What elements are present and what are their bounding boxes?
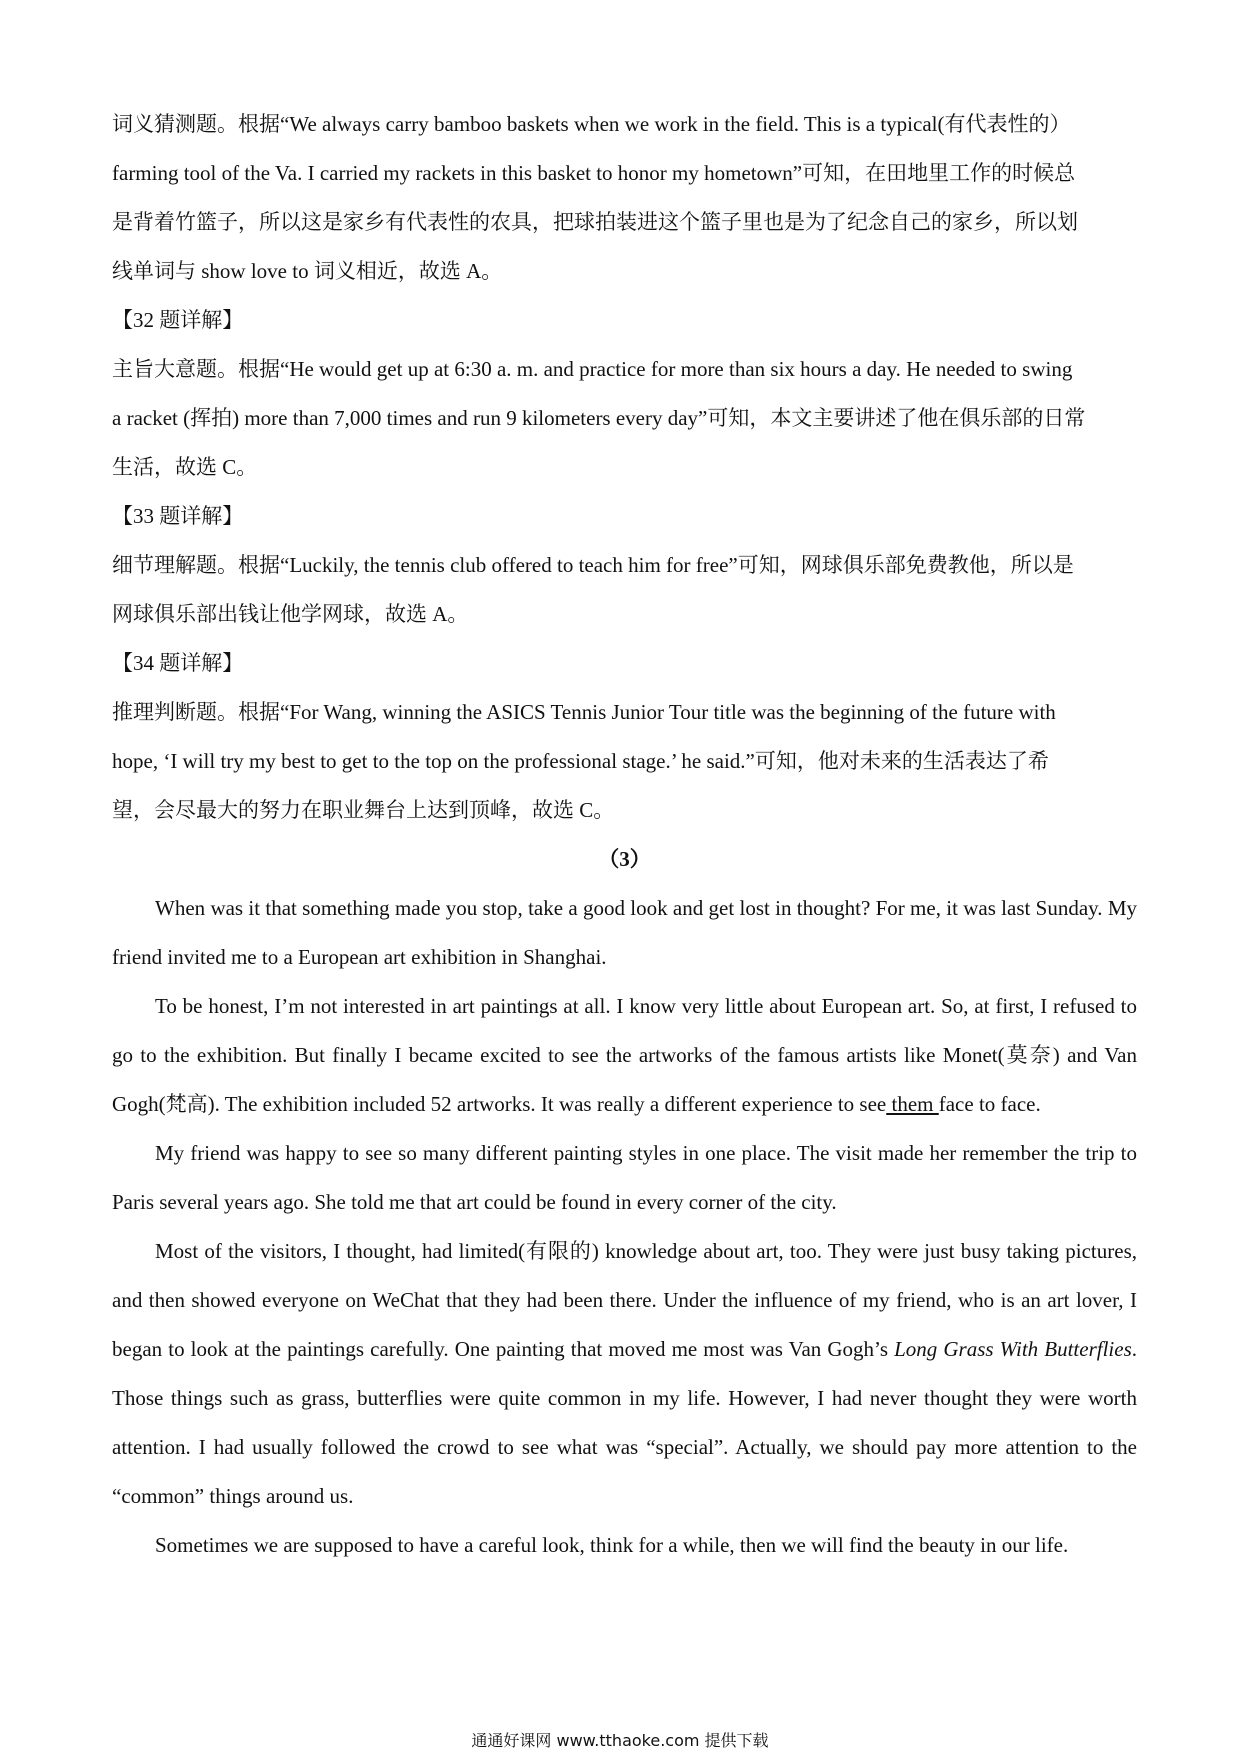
answer-32-line-3: 生活，故选 C。: [112, 455, 258, 479]
paragraph-2-text-a: To be honest, I’m not interested in art paintings at all. I know very little about European art. So, at first, I refused to go to the exhibition. But finally I became excited to see the artworks of the famous artists like Monet(莫奈) and Van Gogh(梵高). The exhibition included 52 artworks. It was really a different experience to see: [112, 994, 1137, 1116]
answer-33-line-1: 细节理解题。根据“Luckily, the tennis club offered to teach him for free”可知，网球俱乐部免费教他，所以是: [112, 553, 1074, 577]
answer-32-line-1: 主旨大意题。根据“He would get up at 6:30 a. m. and practice for more than six hours a day. He needed to swing: [112, 357, 1073, 381]
passage-paragraph-5: Sometimes we are supposed to have a careful look, think for a while, then we will find the beauty in our life.: [155, 1533, 1069, 1557]
answer-31-line-3: 是背着竹篮子，所以这是家乡有代表性的农具，把球拍装进这个篮子里也是为了纪念自己的家乡，所以划: [112, 210, 1078, 234]
passage-paragraph-3: My friend was happy to see so many different painting styles in one place. The visit made her remember the trip to Paris several years ago. She told me that art could be found in every corner of the city.: [112, 1141, 1137, 1214]
answer-34-line-1: 推理判断题。根据“For Wang, winning the ASICS Tennis Junior Tour title was the beginning of the future with: [112, 700, 1056, 724]
paragraph-4-text-a: Most of the visitors, I thought, had limited(有限的) knowledge about art, too. They were just busy taking pictures, and then showed everyone on WeChat that they had been there. Under the influence of my friend, who is an art lover, I began to look at the paintings carefully. One painting that moved me most was Van Gogh’s: [112, 1239, 1137, 1361]
underlined-word: them: [886, 1092, 939, 1116]
painting-title: Long Grass With Butterflies: [894, 1337, 1132, 1361]
question-34-heading: 【34 题详解】: [112, 651, 244, 675]
paragraph-2-text-b: face to face.: [938, 1092, 1041, 1116]
answer-31-line-4: 线单词与 show love to 词义相近，故选 A。: [112, 259, 503, 283]
question-33-heading: 【33 题详解】: [112, 504, 244, 528]
document-page: [112, 100, 1137, 1570]
page-footer: 通通好课网 www.tthaoke.com 提供下载: [471, 1731, 769, 1750]
answer-31-line-2: farming tool of the Va. I carried my rackets in this basket to honor my hometown”可知，在田地里工作的时候总: [112, 161, 1076, 185]
answer-34-line-2: hope, ‘I will try my best to get to the top on the professional stage.’ he said.”可知，他对未来的生活表达了希: [112, 749, 1049, 773]
answer-33-line-2: 网球俱乐部出钱让他学网球，故选 A。: [112, 602, 469, 626]
answer-34-line-3: 望，会尽最大的努力在职业舞台上达到顶峰，故选 C。: [112, 798, 615, 822]
passage-paragraph-1: When was it that something made you stop, take a good look and get lost in thought? For me, it was last Sunday. My friend invited me to a European art exhibition in Shanghai.: [112, 896, 1137, 969]
passage-paragraph-2: [112, 982, 1137, 1129]
question-32-heading: 【32 题详解】: [112, 308, 244, 332]
paragraph-4-text-b: . Those things such as grass, butterflies were quite common in my life. However, I had never thought they were worth attention. I had usually followed the crowd to see what was “special”. Actually, we should pay more attention to the “common” things around us.: [112, 1337, 1137, 1508]
answer-32-line-2: a racket (挥拍) more than 7,000 times and run 9 kilometers every day”可知，本文主要讲述了他在俱乐部的日常: [112, 406, 1086, 430]
passage-heading: （3）: [598, 847, 651, 871]
answer-31-line-1: 词义猜测题。根据“We always carry bamboo baskets when we work in the field. This is a typical(有代表性的）: [112, 112, 1071, 136]
passage-paragraph-4: [112, 1227, 1137, 1521]
